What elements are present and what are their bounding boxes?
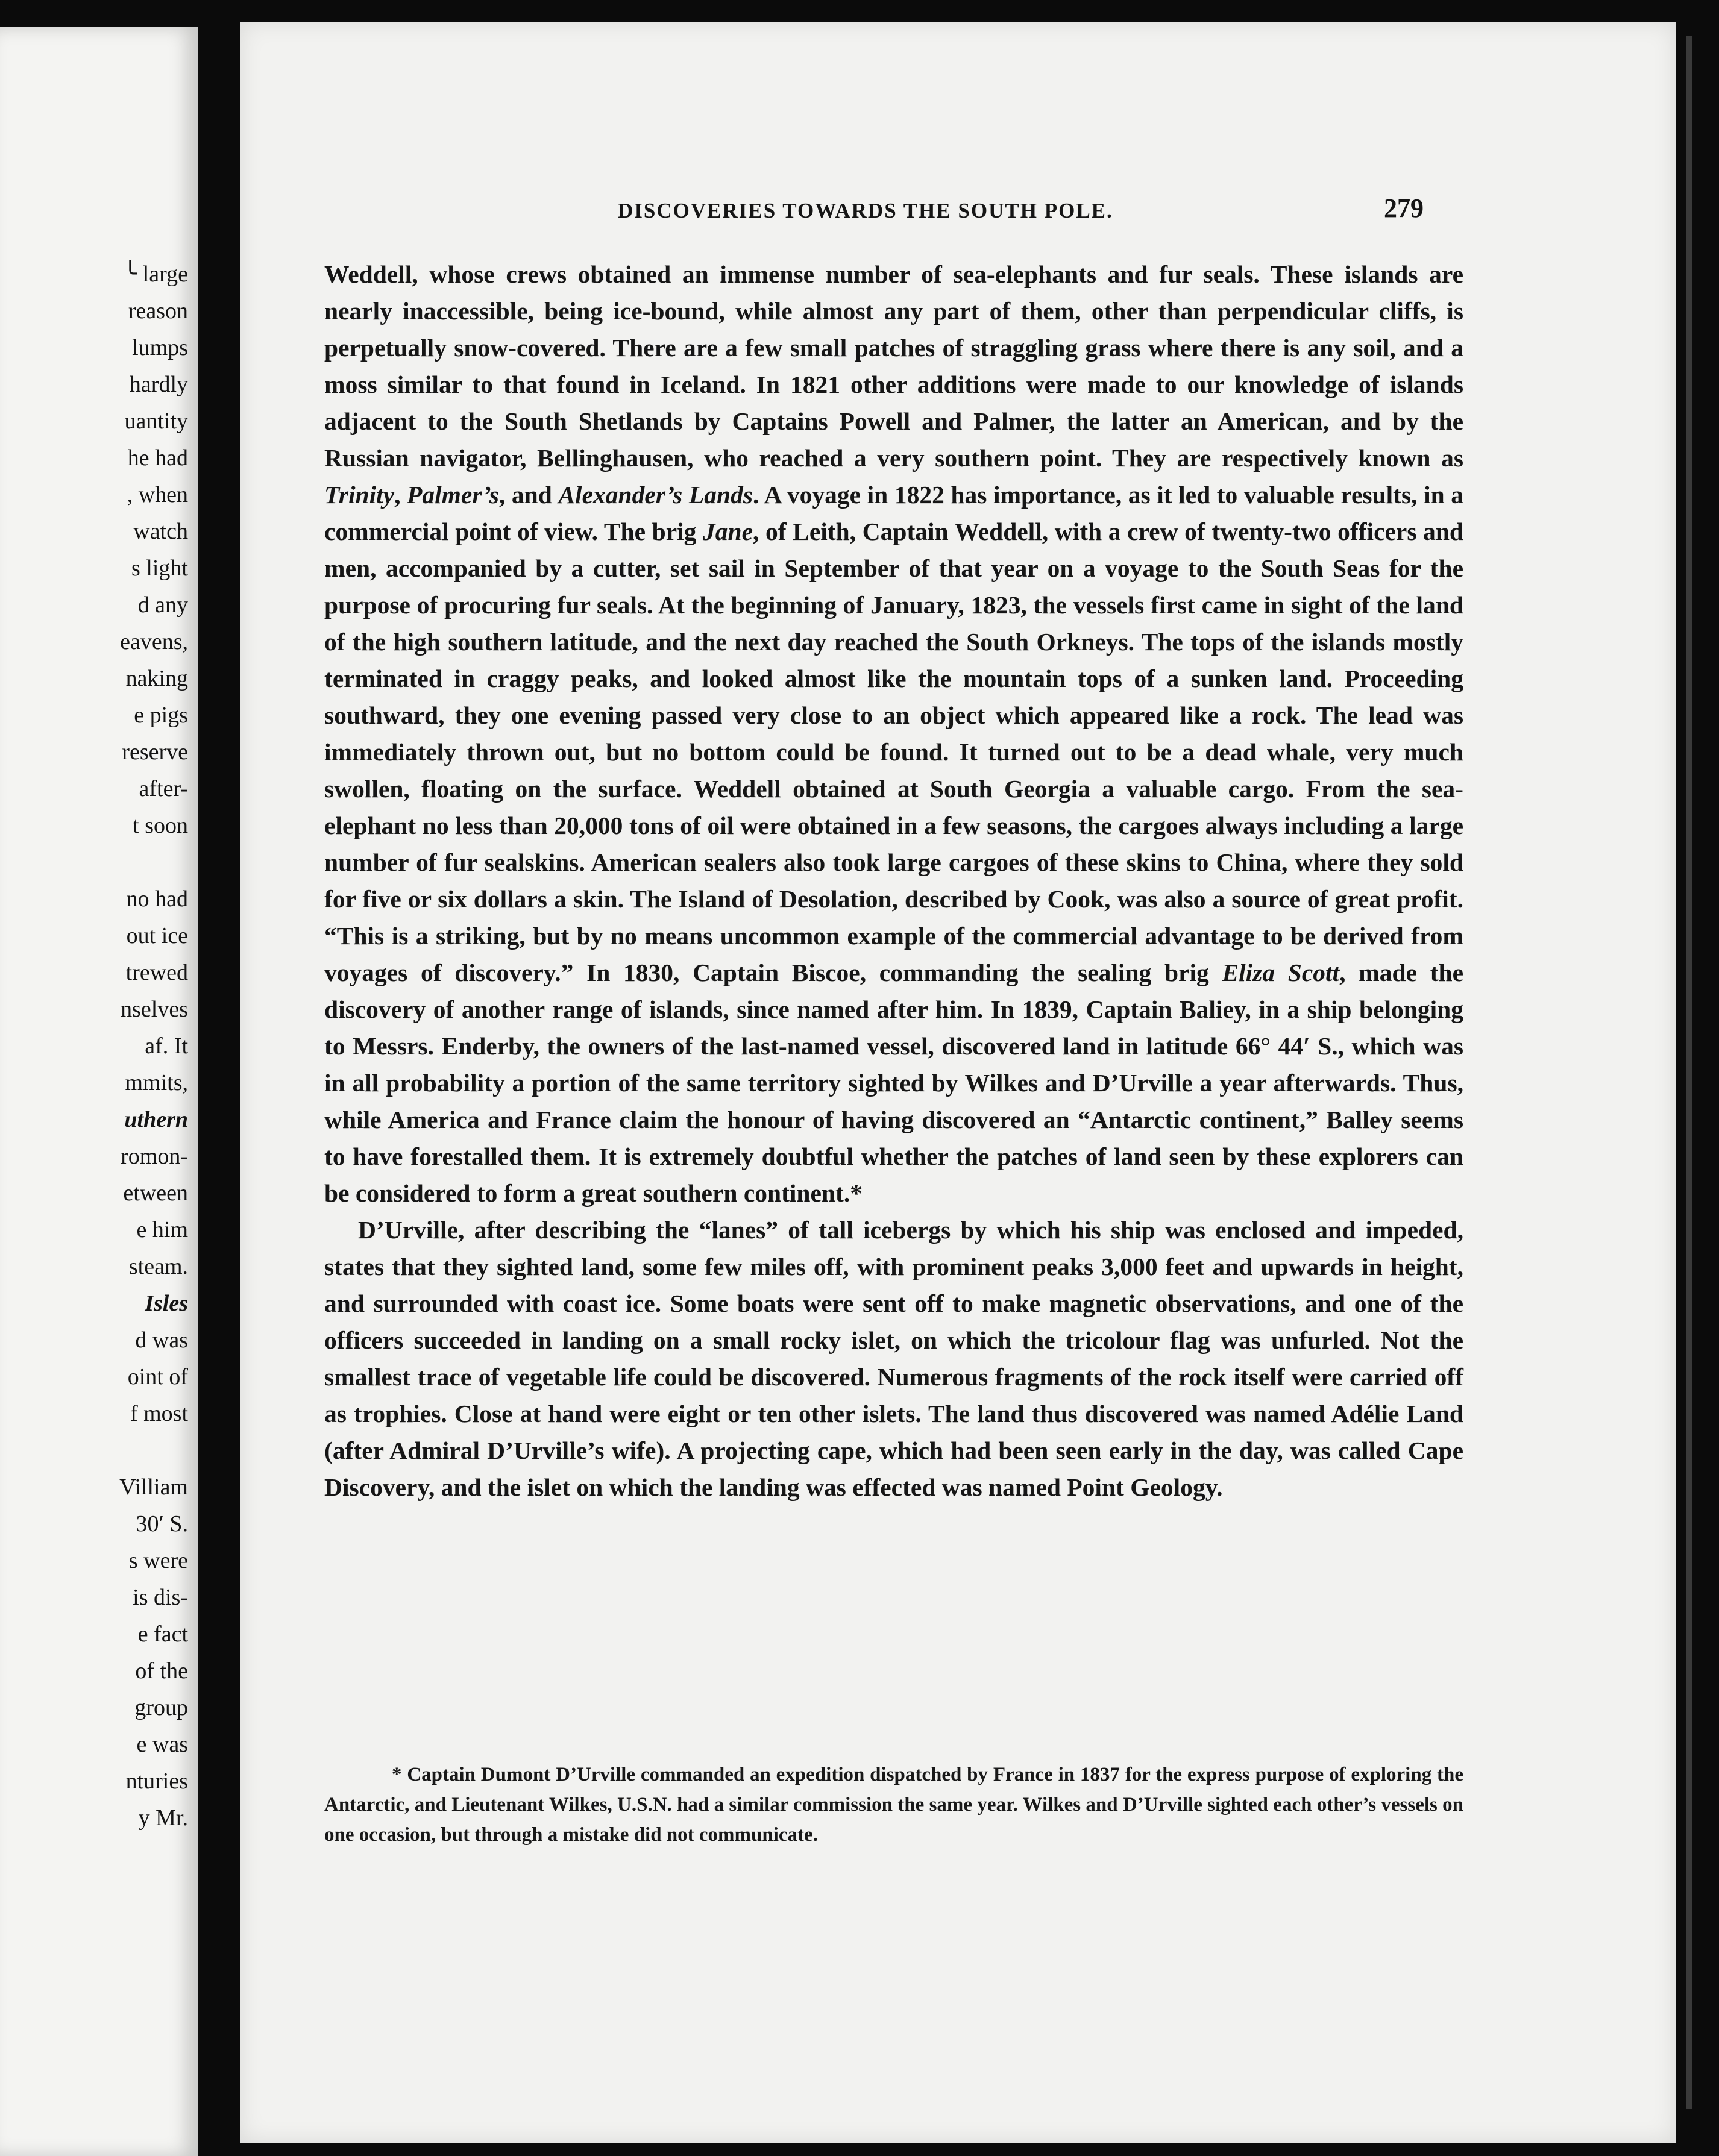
left-page-line: uthern xyxy=(124,1107,188,1132)
left-page-line: after- xyxy=(139,776,188,801)
left-page-line: d was xyxy=(135,1327,188,1353)
left-page-line: he had xyxy=(127,445,188,471)
left-page-line: e him xyxy=(136,1217,188,1243)
page-edge xyxy=(1676,0,1719,2156)
left-page-line: y Mr. xyxy=(138,1805,188,1831)
left-page-line: d any xyxy=(137,592,188,618)
left-page-line: e was xyxy=(136,1732,188,1757)
left-page-line: oint of xyxy=(127,1364,188,1390)
italic-alexanders-lands: Alexander’s Lands xyxy=(558,481,753,509)
italic-trinity: Trinity xyxy=(324,481,395,509)
left-page-text-column xyxy=(7,256,188,1837)
left-page-line: group xyxy=(134,1695,188,1720)
italic-palmers: Palmer’s xyxy=(407,481,499,509)
left-page-line: af. It xyxy=(145,1033,188,1059)
body-text xyxy=(324,256,1463,1506)
left-page-line: nselves xyxy=(121,997,188,1022)
left-page-line xyxy=(7,1432,188,1469)
left-page-line: mmits, xyxy=(125,1070,188,1095)
left-page-line: nturies xyxy=(125,1769,188,1794)
paragraph-1: Weddell, whose crews obtained an immense number of sea-elephants and fur seals. These islands are nearly inaccessible, being ice-bound, while almost any part of them, other than perpendicular cliffs, is perpetually snow-covered. There are a few small patches of straggling grass where there is any soil, and a moss similar to that found in Iceland. In 1821 other additions were made to our knowledge of islands adjacent to the South Shetlands by Captains Powell and Palmer, the latter an American, and by the Russian navigator, Bellinghausen, who reached a very southern point. They are respectively known as Trinity, Palmer’s, and Alexander’s Lands. A voyage in 1822 has importance, as it led to valuable results, in a commercial point of view. The brig Jane, of Leith, Captain Weddell, with a crew of twenty-two officers and men, accompanied by a cutter, set sail in September of that year on a voyage to the South Seas for the purpose of procuring fur seals. At the beginning of January, 1823, the vessels first came in sight of the land of the high southern latitude, and the next day reached the South Orkneys. The tops of the islands mostly terminated in craggy peaks, and looked almost like the mountain tops of a sunken land. Proceeding southward, they one evening passed very close to an object which appeared like a rock. The lead was immediately thrown out, but no bottom could be found. It turned out to be a dead whale, very much swollen, floating on the surface. Weddell obtained at South Georgia a valuable cargo. From the sea-elephant no less than 20,000 tons of oil were obtained in a few seasons, the cargoes always including a large number of fur sealskins. American sealers also took large cargoes of these skins to China, where they sold for five or six dollars a skin. The Island of Desolation, described by Cook, was also a source of great profit. “This is a striking, but by no means uncommon example of the commercial advantage to be derived from voyages of discovery.” In 1830, Captain Biscoe, commanding the sealing brig Eliza Scott, made the discovery of another range of islands, since named after him. In 1839, Captain Baliey, in a ship belonging to Messrs. Enderby, the owners of the last-named vessel, discovered land in latitude 66° 44′ S., which was in all probability a portion of the same territory sighted by Wilkes and D’Urville a year afterwards. Thus, while America and France claim the honour of having discovered an “Antarctic continent,” Balley seems to have forestalled them. It is extremely doubtful whether the patches of land seen by these explorers can be considered to form a great southern continent.* xyxy=(324,260,1464,1207)
footnote: * Captain Dumont D’Urville commanded an expedition dispatched by France in 1837 for the express purpose of exploring the Antarctic, and Lieutenant Wilkes, U.S.N. had a similar commission the same year. Wilkes and D’Urville sighted each other’s vessels on one occasion, but through a mistake did not communicate. xyxy=(324,1764,1463,1846)
book-gutter xyxy=(198,0,240,2156)
left-page-line: , when xyxy=(127,482,188,507)
left-page-line: etween xyxy=(123,1180,188,1206)
left-page-line xyxy=(7,844,188,881)
left-page-line: out ice xyxy=(126,923,188,948)
running-head: DISCOVERIES TOWARDS THE SOUTH POLE. xyxy=(618,199,1113,222)
left-page-line: ╰ large xyxy=(123,262,188,287)
left-page-line: reserve xyxy=(122,739,188,765)
left-page-line: uantity xyxy=(124,409,188,434)
left-page-line: eavens, xyxy=(120,629,188,654)
left-page-line: watch xyxy=(133,519,188,544)
left-page-line: e pigs xyxy=(134,703,188,728)
left-page-line: t soon xyxy=(133,813,188,838)
left-page-line: s light xyxy=(131,556,188,581)
left-page-line: is dis- xyxy=(133,1585,188,1610)
left-page-line: 30′ S. xyxy=(136,1511,188,1537)
italic-eliza-scott: Eliza Scott xyxy=(1222,959,1340,986)
left-page-line: Villiam xyxy=(119,1474,188,1500)
left-page-line: trewed xyxy=(125,960,188,985)
paragraph-2: D’Urville, after describing the “lanes” of tall icebergs by which his ship was enclosed and impeded, states that they sighted land, some few miles off, with prominent peaks 3,000 feet and upwards in height, and surrounded with coast ice. Some boats were sent off to make magnetic observations, and one of the officers succeeded in landing on a small rocky islet, on which the tricolour flag was unfurled. Not the smallest trace of vegetable life could be discovered. Numerous fragments of the rock itself were carried off as trophies. Close at hand were eight or ten other islets. The land thus discovered was named Adélie Land (after Admiral D’Urville’s wife). A projecting cape, which had been seen early in the day, was called Cape Discovery, and the islet on which the landing was effected was named Point Geology. xyxy=(324,1216,1463,1501)
left-page-line: no had xyxy=(126,886,188,912)
left-page-line: f most xyxy=(130,1401,188,1426)
left-page xyxy=(0,27,198,2156)
italic-jane: Jane xyxy=(703,518,753,545)
left-page-line: e fact xyxy=(137,1622,188,1647)
left-page-line: hardly xyxy=(129,372,188,397)
page-number: 279 xyxy=(1384,193,1424,223)
left-page-line: naking xyxy=(125,666,188,691)
left-page-line: s were xyxy=(128,1548,188,1573)
left-page-line: romon- xyxy=(121,1144,188,1169)
left-page-line: reason xyxy=(128,298,188,324)
left-page-line: steam. xyxy=(128,1254,188,1279)
left-page-line: Isles xyxy=(145,1291,188,1316)
left-page-line: lumps xyxy=(132,335,188,360)
left-page-line: of the xyxy=(135,1658,188,1684)
